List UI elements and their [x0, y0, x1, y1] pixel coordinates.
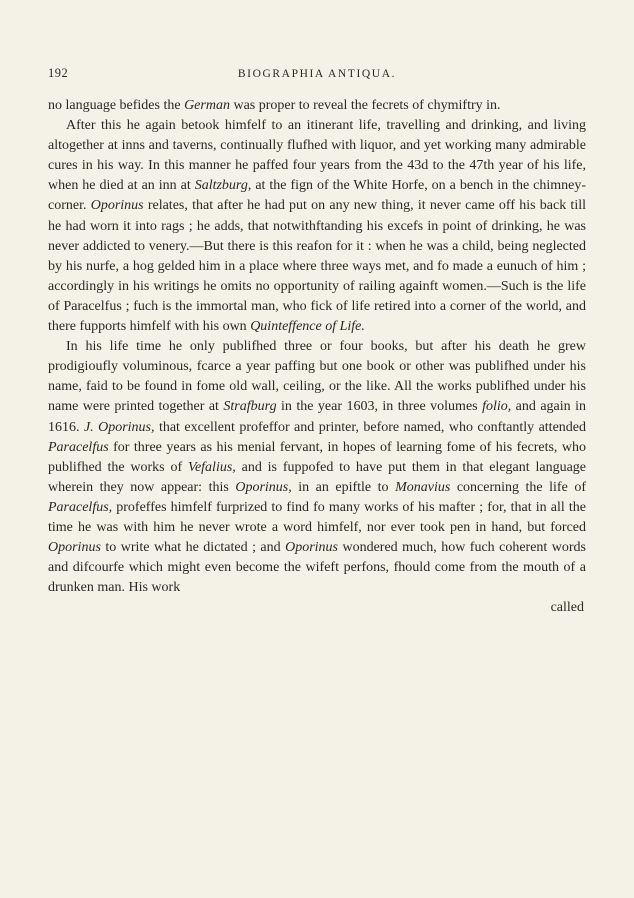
italic-phrase: Saltzburg — [194, 178, 248, 194]
italic-phrase: Strafburg — [223, 399, 277, 415]
catchword: called — [550, 600, 584, 616]
italic-phrase: Vefalius, — [187, 459, 236, 475]
paragraph-works: In his life time he only publifhed three or four books, but after his death he grew prodigioufly voluminous, fcarce a year paffing but one book or other was publifhed under his name, faid to be found in fome old wall, ceiling, or the like. All the works publifhed under his name were printed together at Strafburg in the year 1603, in three volumes folio, and again in 1616. J. Oporinus, that excellent profeffor and printer, before named, who conftantly attended Paracelfus for three years as his menial fervant, in hopes of learning fome of his fecrets, who publifhed the works of Vefalius, and is fuppofed to have put them in that elegant language wherein they now appear: this Oporinus, in an epiftle to Monavius concerning the life of Paracelfus, profeffes himfelf furprized to find fo many works of his mafter ; for, that in all the time he was with him he never wrote a word himfelf, nor ever took pen in hand, but forced Oporinus to write what he dictated ; and Oporinus wondered much, how fuch coherent words and difcourfe which might even become the wifeft perfons, fhould come from the mouth of a drunken man. His work — [48, 339, 587, 596]
page-header — [48, 66, 586, 86]
italic-phrase: J. Oporinus, — [83, 419, 155, 435]
italic-phrase: folio, — [482, 399, 512, 415]
page-number: 192 — [48, 66, 69, 80]
italic-phrase: Oporinus — [48, 540, 101, 556]
italic-phrase: Paracelfus, — [48, 499, 113, 515]
italic-phrase: Oporinus — [285, 540, 339, 556]
running-head: BIOGRAPHIA ANTIQUA. — [237, 68, 397, 80]
paragraph-life-and-death: After this he again betook himfelf to an itinerant life, travelling and drinking, and living altogether at inns and taverns, continually flufhed with liquor, and yet working many admirable cures in his way. In this manner he paffed four years from the 43d to the 47th year of his life, when he died at an inn at Saltzburg, at the fign of the White Horfe, on a bench in the chimney-corner. Oporinus relates, that after he had put on any new thing, it never came off his back till he had worn it into rags ; he adds, that notwithftanding his excefs in point of drinking, he was never addicted to venery.—But there is this reafon for it : when he was a child, being neglected by his nurfe, a hog gelded him in a place where three ways met, and fo made a eunuch of him ; accordingly in his writings he omits no opportunity of railing againft women.—Such is the life of Paracelfus ; fuch is the immortal man, who fick of life retired into a corner of the world, and there fupports himfelf with his own Quinteffence of Life. — [48, 118, 587, 335]
italic-phrase: Oporinus — [90, 198, 144, 214]
italic-phrase: Paracelfus — [48, 439, 109, 455]
paragraph-continuation: no language befides the German was proper to reveal the fecrets of chymiftry in. — [48, 98, 501, 113]
italic-phrase: Monavius — [395, 479, 451, 495]
italic-phrase: Quinteffence of Life. — [250, 319, 365, 335]
italic-phrase: German — [184, 98, 230, 113]
book-page — [48, 66, 586, 618]
italic-phrase: Oporinus, — [235, 479, 292, 495]
body-text — [48, 96, 586, 598]
